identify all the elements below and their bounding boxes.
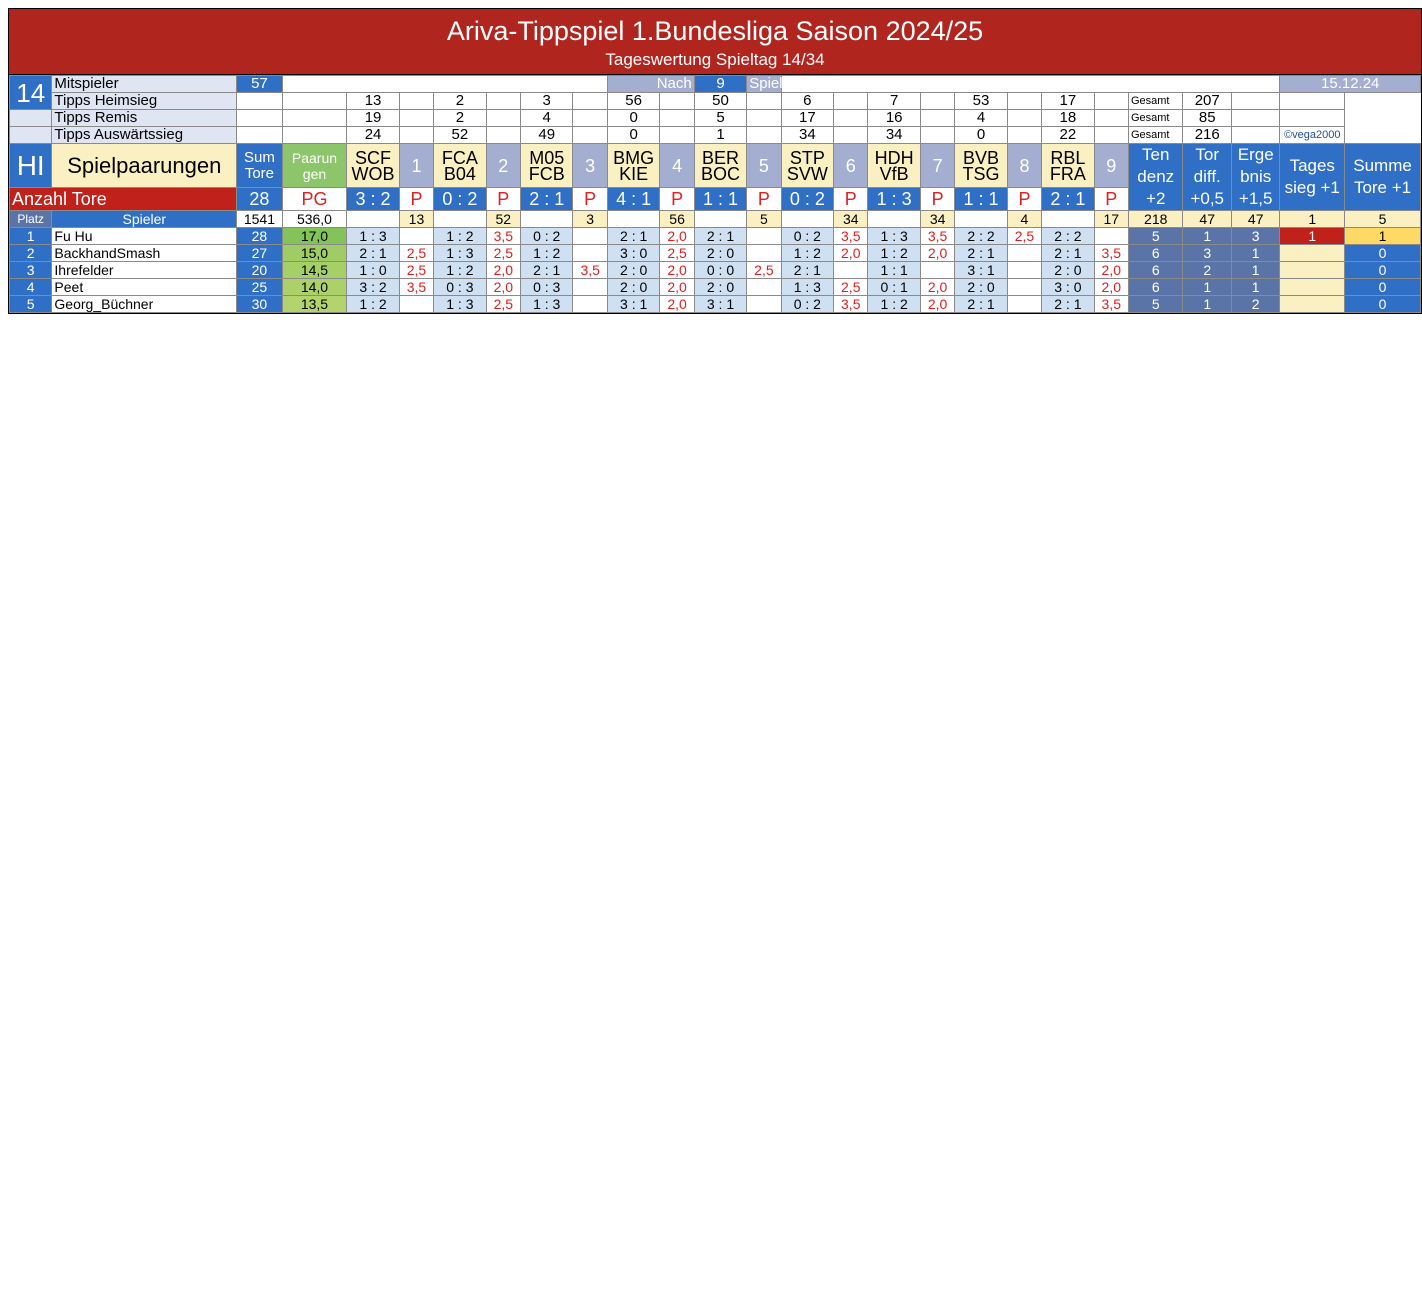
match-6-teams: STP SVW [781, 144, 834, 188]
player-name: Ihrefelder [52, 262, 237, 279]
tipps-heimsieg-match-2: 2 [434, 93, 487, 110]
player-tendenz: 6 [1128, 262, 1183, 279]
match-9-result: 2 : 1 [1042, 188, 1095, 211]
player-summe-tore: 0 [1345, 296, 1421, 313]
tendenz-heading: Ten denz +2 [1128, 144, 1183, 211]
tipps-heimsieg-label: Tipps Heimsieg [52, 93, 237, 110]
player-tip-1: 2 : 1 [347, 245, 400, 262]
player-tip-8: 2 : 1 [955, 296, 1008, 313]
player-tip-3: 0 : 3 [520, 279, 573, 296]
player-points-7: 2,0 [920, 245, 954, 262]
tagessieg-heading: Tages sieg +1 [1280, 144, 1345, 211]
tipps-remis-match-4: 0 [607, 110, 660, 127]
player-tip-5: 2 : 0 [694, 279, 747, 296]
spieler-heading: Spieler [52, 211, 237, 228]
player-points-2: 2,5 [486, 245, 520, 262]
player-points-7: 3,5 [920, 228, 954, 245]
tipps-heimsieg-gesamt: 207 [1183, 93, 1231, 110]
player-tordiff: 1 [1183, 228, 1231, 245]
player-points-8 [1007, 262, 1041, 279]
tipps-auswaertssieg-gesamt: 216 [1183, 127, 1231, 144]
player-tip-6: 1 : 3 [781, 279, 834, 296]
total-tendenz: 218 [1128, 211, 1183, 228]
player-tip-8: 2 : 2 [955, 228, 1008, 245]
player-tip-8: 3 : 1 [955, 262, 1008, 279]
tipps-auswaertssieg-match-1: 24 [347, 127, 400, 144]
tipps-remis-match-3: 4 [520, 110, 573, 127]
match-9-number: 9 [1094, 144, 1128, 188]
match-9-teams: RBL FRA [1042, 144, 1095, 188]
total-sum: 1541 [237, 211, 282, 228]
total-points-4: 56 [660, 211, 694, 228]
player-sum-tore: 20 [237, 262, 282, 279]
player-row [10, 245, 1421, 262]
match-2-p: P [486, 188, 520, 211]
gesamt-label: Gesamt [1128, 110, 1183, 127]
tipps-remis-match-7: 16 [868, 110, 921, 127]
player-row [10, 279, 1421, 296]
player-tordiff: 3 [1183, 245, 1231, 262]
tipps-auswaertssieg-label: Tipps Auswärtssieg [52, 127, 237, 144]
player-tip-9: 3 : 0 [1042, 279, 1095, 296]
player-tordiff: 1 [1183, 279, 1231, 296]
player-row [10, 228, 1421, 245]
player-tip-2: 1 : 3 [434, 296, 487, 313]
match-6-number: 6 [834, 144, 868, 188]
player-tip-6: 1 : 2 [781, 245, 834, 262]
match-2-teams: FCA B04 [434, 144, 487, 188]
player-tip-8: 2 : 0 [955, 279, 1008, 296]
player-points-1 [399, 296, 433, 313]
player-points-4: 2,5 [660, 245, 694, 262]
player-points-9: 2,0 [1094, 279, 1128, 296]
player-tip-9: 2 : 2 [1042, 228, 1095, 245]
mitspieler-label: Mitspieler [52, 76, 237, 93]
player-points-2: 2,5 [486, 296, 520, 313]
match-1-number: 1 [399, 144, 433, 188]
player-pg: 14,5 [282, 262, 347, 279]
player-points-4: 2,0 [660, 228, 694, 245]
total-summe: 5 [1345, 211, 1421, 228]
total-points-2: 52 [486, 211, 520, 228]
page-subtitle: Tageswertung Spieltag 14/34 [605, 50, 825, 69]
player-pg: 13,5 [282, 296, 347, 313]
standings-sheet [8, 8, 1422, 314]
player-tip-2: 1 : 2 [434, 228, 487, 245]
match-6-p: P [834, 188, 868, 211]
player-tip-1: 1 : 3 [347, 228, 400, 245]
match-3-p: P [573, 188, 607, 211]
match-8-p: P [1007, 188, 1041, 211]
ergebnis-heading: Erge bnis +1,5 [1231, 144, 1279, 211]
player-points-6: 3,5 [834, 228, 868, 245]
total-points-8: 4 [1007, 211, 1041, 228]
total-points-6: 34 [834, 211, 868, 228]
tordiff-heading: Tor diff. +0,5 [1183, 144, 1231, 211]
tipps-heimsieg-match-1: 13 [347, 93, 400, 110]
player-pg: 15,0 [282, 245, 347, 262]
header-row [10, 144, 1421, 188]
player-tagessieg [1280, 245, 1345, 262]
player-points-7: 2,0 [920, 296, 954, 313]
player-tendenz: 6 [1128, 245, 1183, 262]
tipps-heimsieg-match-5: 50 [694, 93, 747, 110]
match-8-result: 1 : 1 [955, 188, 1008, 211]
player-summe-tore: 0 [1345, 245, 1421, 262]
match-5-p: P [747, 188, 781, 211]
player-tip-8: 2 : 1 [955, 245, 1008, 262]
total-tagessieg: 1 [1280, 211, 1345, 228]
player-points-2: 3,5 [486, 228, 520, 245]
player-platz: 4 [10, 279, 52, 296]
player-name: Fu Hu [52, 228, 237, 245]
match-3-result: 2 : 1 [520, 188, 573, 211]
tipps-remis-match-9: 18 [1042, 110, 1095, 127]
player-ergebnis: 1 [1231, 262, 1279, 279]
player-points-5 [747, 296, 781, 313]
nach-value: 9 [694, 76, 747, 93]
player-name: Georg_Büchner [52, 296, 237, 313]
match-8-teams: BVB TSG [955, 144, 1008, 188]
player-ergebnis: 3 [1231, 228, 1279, 245]
tipps-remis-label: Tipps Remis [52, 110, 237, 127]
anzahl-tore-label: Anzahl Tore [10, 188, 237, 211]
tipps-heimsieg [10, 93, 1421, 110]
player-points-5: 2,5 [747, 262, 781, 279]
player-platz: 5 [10, 296, 52, 313]
total-pg: 536,0 [282, 211, 347, 228]
player-tagessieg [1280, 262, 1345, 279]
player-platz: 1 [10, 228, 52, 245]
match-5-number: 5 [747, 144, 781, 188]
player-sum-tore: 27 [237, 245, 282, 262]
player-tip-7: 1 : 2 [868, 245, 921, 262]
player-tip-2: 1 : 3 [434, 245, 487, 262]
player-points-3 [573, 245, 607, 262]
player-tip-1: 3 : 2 [347, 279, 400, 296]
tipps-remis-match-6: 17 [781, 110, 834, 127]
player-tip-4: 2 : 1 [607, 228, 660, 245]
player-tip-9: 2 : 1 [1042, 245, 1095, 262]
player-pg: 17,0 [282, 228, 347, 245]
player-summe-tore: 0 [1345, 262, 1421, 279]
player-ergebnis: 1 [1231, 245, 1279, 262]
match-7-number: 7 [920, 144, 954, 188]
match-7-p: P [920, 188, 954, 211]
tipps-heimsieg-match-6: 6 [781, 93, 834, 110]
gesamt-label: Gesamt [1128, 127, 1183, 144]
tipps-auswaertssieg-match-7: 34 [868, 127, 921, 144]
tipps-heimsieg-match-8: 53 [955, 93, 1008, 110]
player-tip-6: 0 : 2 [781, 296, 834, 313]
player-ergebnis: 1 [1231, 279, 1279, 296]
match-9-p: P [1094, 188, 1128, 211]
player-tip-7: 1 : 3 [868, 228, 921, 245]
player-tip-7: 1 : 2 [868, 296, 921, 313]
tipps-remis-match-2: 2 [434, 110, 487, 127]
player-tip-2: 1 : 2 [434, 262, 487, 279]
match-2-number: 2 [486, 144, 520, 188]
player-tip-3: 1 : 2 [520, 245, 573, 262]
player-tendenz: 6 [1128, 279, 1183, 296]
player-points-4: 2,0 [660, 296, 694, 313]
player-name: Peet [52, 279, 237, 296]
tipps-auswaertssieg-match-9: 22 [1042, 127, 1095, 144]
player-points-3 [573, 296, 607, 313]
total-points-1: 13 [399, 211, 433, 228]
tipps-heimsieg-match-9: 17 [1042, 93, 1095, 110]
player-points-4: 2,0 [660, 262, 694, 279]
total-tordiff: 47 [1183, 211, 1231, 228]
player-tip-2: 0 : 3 [434, 279, 487, 296]
nach-label: Nach [607, 76, 694, 93]
player-platz: 2 [10, 245, 52, 262]
match-4-teams: BMG KIE [607, 144, 660, 188]
player-tip-5: 0 : 0 [694, 262, 747, 279]
player-points-8: 2,5 [1007, 228, 1041, 245]
player-points-1: 3,5 [399, 279, 433, 296]
standings-table [9, 75, 1421, 313]
date-value: 15.12.24 [1280, 76, 1421, 93]
tipps-auswaertssieg [10, 127, 1421, 144]
player-points-1: 2,5 [399, 245, 433, 262]
match-7-teams: HDH VfB [868, 144, 921, 188]
player-sum-tore: 25 [237, 279, 282, 296]
total-ergebnis: 47 [1231, 211, 1279, 228]
player-tagessieg [1280, 279, 1345, 296]
tipps-remis-match-1: 19 [347, 110, 400, 127]
tipps-remis-gesamt: 85 [1183, 110, 1231, 127]
player-tip-1: 1 : 2 [347, 296, 400, 313]
player-tip-4: 2 : 0 [607, 279, 660, 296]
player-points-5 [747, 245, 781, 262]
player-points-3: 3,5 [573, 262, 607, 279]
player-tagessieg: 1 [1280, 228, 1345, 245]
player-tagessieg [1280, 296, 1345, 313]
player-tip-3: 0 : 2 [520, 228, 573, 245]
player-sum-tore: 30 [237, 296, 282, 313]
player-tip-7: 0 : 1 [868, 279, 921, 296]
player-tip-5: 2 : 0 [694, 245, 747, 262]
match-1-teams: SCF WOB [347, 144, 400, 188]
player-tip-4: 2 : 0 [607, 262, 660, 279]
mitspieler-value: 57 [237, 76, 282, 93]
match-4-result: 4 : 1 [607, 188, 660, 211]
tipps-auswaertssieg-match-3: 49 [520, 127, 573, 144]
player-points-8 [1007, 279, 1041, 296]
player-points-7 [920, 262, 954, 279]
player-sum-tore: 28 [237, 228, 282, 245]
player-ergebnis: 2 [1231, 296, 1279, 313]
match-8-number: 8 [1007, 144, 1041, 188]
player-points-9: 3,5 [1094, 245, 1128, 262]
total-points-7: 34 [920, 211, 954, 228]
banner [9, 9, 1421, 75]
total-points-9: 17 [1094, 211, 1128, 228]
player-points-2: 2,0 [486, 279, 520, 296]
hl-cell: HI [10, 144, 52, 188]
match-5-teams: BER BOC [694, 144, 747, 188]
player-points-6 [834, 262, 868, 279]
player-points-7: 2,0 [920, 279, 954, 296]
player-points-6: 3,5 [834, 296, 868, 313]
tipps-auswaertssieg-match-2: 52 [434, 127, 487, 144]
spielen-label: Spielen [747, 76, 781, 93]
player-tordiff: 2 [1183, 262, 1231, 279]
player-points-8 [1007, 296, 1041, 313]
tipps-remis-match-5: 5 [694, 110, 747, 127]
total-points-5: 5 [747, 211, 781, 228]
tipps-heimsieg-match-7: 7 [868, 93, 921, 110]
matchday-number: 14 [10, 76, 52, 110]
total-points-3: 3 [573, 211, 607, 228]
player-points-9 [1094, 228, 1128, 245]
match-7-result: 1 : 3 [868, 188, 921, 211]
player-tip-9: 2 : 1 [1042, 296, 1095, 313]
player-tip-3: 2 : 1 [520, 262, 573, 279]
anzahl-tore-value: 28 [237, 188, 282, 211]
player-name: BackhandSmash [52, 245, 237, 262]
match-3-teams: M05 FCB [520, 144, 573, 188]
player-points-3 [573, 279, 607, 296]
tipps-auswaertssieg-match-6: 34 [781, 127, 834, 144]
player-points-9: 3,5 [1094, 296, 1128, 313]
player-points-9: 2,0 [1094, 262, 1128, 279]
match-4-p: P [660, 188, 694, 211]
player-tendenz: 5 [1128, 228, 1183, 245]
player-tip-5: 2 : 1 [694, 228, 747, 245]
player-row [10, 296, 1421, 313]
player-tip-7: 1 : 1 [868, 262, 921, 279]
tipps-heimsieg-match-4: 56 [607, 93, 660, 110]
platz-heading: Platz [10, 211, 52, 228]
totals-row [10, 211, 1421, 228]
player-points-5 [747, 279, 781, 296]
player-points-5 [747, 228, 781, 245]
player-tip-3: 1 : 3 [520, 296, 573, 313]
player-tip-1: 1 : 0 [347, 262, 400, 279]
pg-label: PG [282, 188, 347, 211]
tipps-remis [10, 110, 1421, 127]
player-points-1: 2,5 [399, 262, 433, 279]
copyright: ©vega2000 [1280, 127, 1345, 144]
player-tendenz: 5 [1128, 296, 1183, 313]
player-tordiff: 1 [1183, 296, 1231, 313]
tipps-auswaertssieg-match-5: 1 [694, 127, 747, 144]
player-summe-tore: 0 [1345, 279, 1421, 296]
gesamt-label: Gesamt [1128, 93, 1183, 110]
match-6-result: 0 : 2 [781, 188, 834, 211]
match-4-number: 4 [660, 144, 694, 188]
player-tip-6: 2 : 1 [781, 262, 834, 279]
match-1-result: 3 : 2 [347, 188, 400, 211]
player-tip-6: 0 : 2 [781, 228, 834, 245]
match-5-result: 1 : 1 [694, 188, 747, 211]
page-title: Ariva-Tippspiel 1.Bundesliga Saison 2024/25 [446, 16, 984, 46]
player-tip-5: 3 : 1 [694, 296, 747, 313]
tipps-remis-match-8: 4 [955, 110, 1008, 127]
spielpaarungen-heading: Spielpaarungen [52, 144, 237, 188]
player-points-4: 2,0 [660, 279, 694, 296]
player-points-6: 2,0 [834, 245, 868, 262]
tipps-auswaertssieg-match-8: 0 [955, 127, 1008, 144]
player-points-2: 2,0 [486, 262, 520, 279]
summe-tore-heading: Summe Tore +1 [1345, 144, 1421, 211]
sum-tore-heading: Sum Tore [237, 144, 282, 188]
match-2-result: 0 : 2 [434, 188, 487, 211]
match-1-p: P [399, 188, 433, 211]
player-points-3 [573, 228, 607, 245]
player-tip-4: 3 : 1 [607, 296, 660, 313]
paarungen-heading: Paarun gen [282, 144, 347, 188]
tipps-auswaertssieg-match-4: 0 [607, 127, 660, 144]
player-tip-9: 2 : 0 [1042, 262, 1095, 279]
player-points-6: 2,5 [834, 279, 868, 296]
player-points-8 [1007, 245, 1041, 262]
player-platz: 3 [10, 262, 52, 279]
player-points-1 [399, 228, 433, 245]
player-pg: 14,0 [282, 279, 347, 296]
player-row [10, 262, 1421, 279]
match-3-number: 3 [573, 144, 607, 188]
info-row-mitspieler [10, 76, 1421, 93]
player-summe-tore: 1 [1345, 228, 1421, 245]
tipps-heimsieg-match-3: 3 [520, 93, 573, 110]
player-tip-4: 3 : 0 [607, 245, 660, 262]
